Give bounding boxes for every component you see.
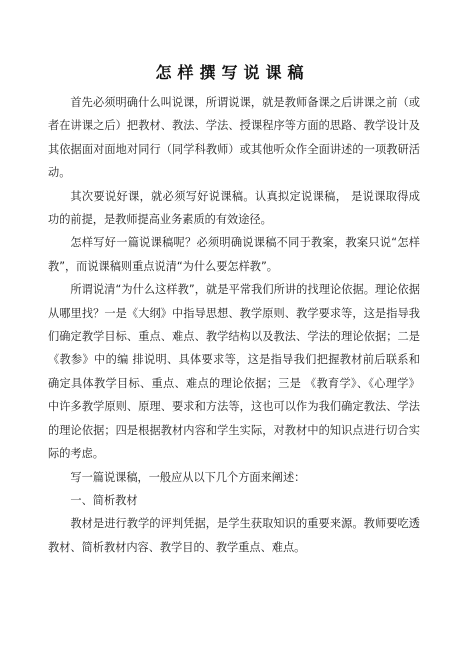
paragraph-difference: 怎样写好一篇说课稿呢？必须明确说课稿不同于教案，教案只说“怎样教”，而说课稿则重点说清“为什么要怎样教”。	[48, 236, 420, 273]
paragraph-importance: 其次要说好课，就必须写好说课稿。认真拟定说课稿， 是说课取得成功的前提，是教师提高业务素质的有效途径。	[48, 189, 420, 227]
section-heading-analyze-textbook: 一、简析教材	[70, 493, 138, 507]
paragraph-definition: 首先必须明确什么叫说课，所谓说课，就是教师备课之后讲课之前（或者在讲课之后）把教材、教法、学法、授课程序等方面的思路、教学设计及其依据面对面地对同行（同学科教师）或其他听众作全面讲述的一项教研活动。	[48, 96, 420, 180]
paragraph-theory-basis: 所谓说清“为什么这样教”，就是平常我们所讲的找理论依据。理论依据从哪里找？一是《大纲》中指导思想、教学原则、教学要求等，这是指导我们确定教学目标、重点、难点、教学结构以及教法、学法的理论依据；二是《教参》中的编 排说明、具体要求等，这是指导我们把握教材前后联系和确定具体教学目标、重点、难点的理论依据；三是 《教育学》、《心理学》中许多教学原则、原理、要求和方法等，这也可以作为我们确定教法、学法的理论依据；四是根据教材内容和学生实际，对教材中的知识点进行切合实际的考虑。	[48, 283, 420, 461]
document-body	[48, 91, 420, 559]
paragraph-textbook: 教材是进行教学的评判凭据，是学生获取知识的重要来源。教师要吃透教材、简析教材内容、教学目的、教学重点、难点。	[48, 517, 420, 554]
document-title: 怎样撰写说课稿	[155, 63, 310, 82]
paragraph-aspects-intro: 写一篇说课稿，一般应从以下几个方面来阐述：	[70, 470, 306, 484]
